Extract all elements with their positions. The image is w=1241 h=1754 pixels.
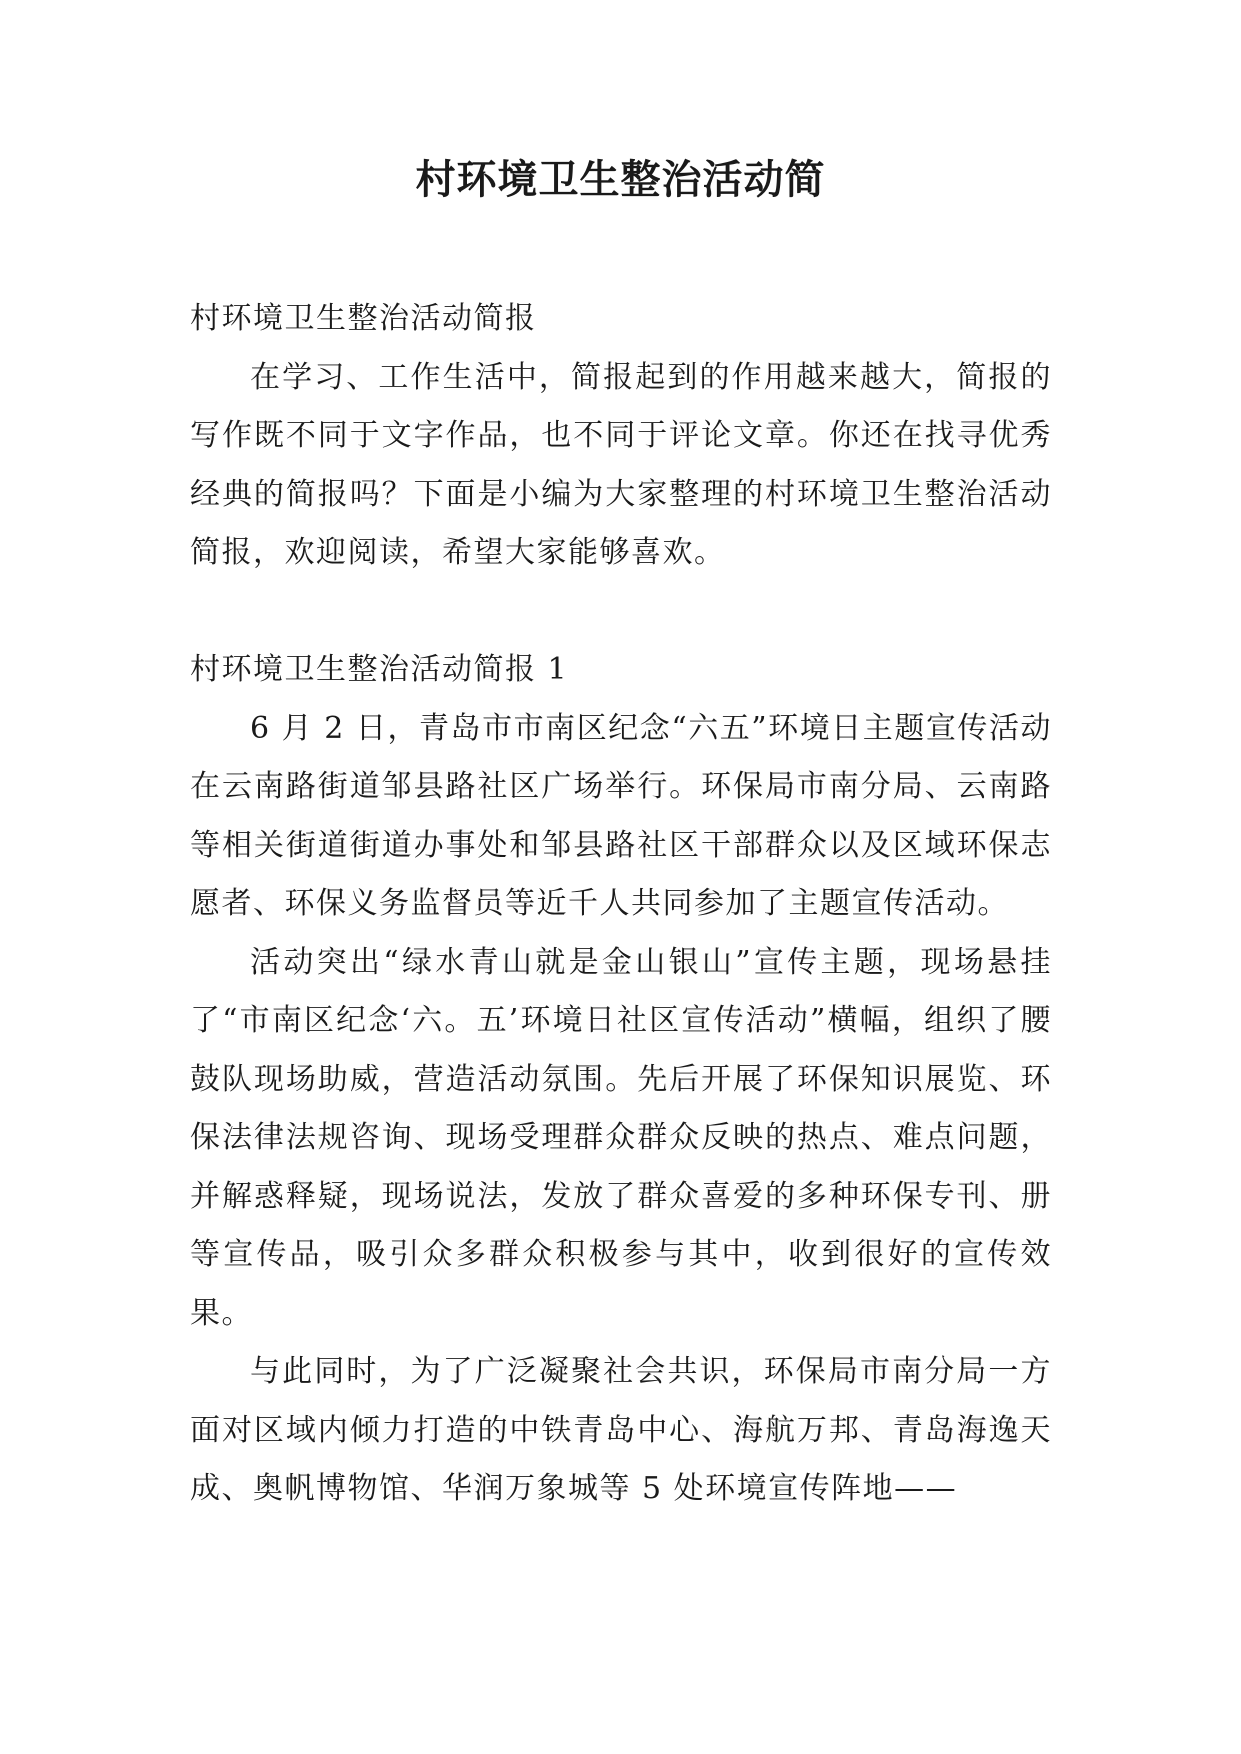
document-body	[190, 290, 1052, 1519]
intro-paragraph: 在学习、工作生活中，简报起到的作用越来越大，简报的写作既不同于文字作品，也不同于评论文章。你还在找寻优秀经典的简报吗？下面是小编为大家整理的村环境卫生整治活动简报，欢迎阅读，希望大家能够喜欢。	[190, 359, 1052, 570]
document-title: 村环境卫生整治活动简	[415, 156, 826, 203]
section-heading: 村环境卫生整治活动简报 1	[190, 652, 569, 687]
section-spacer	[190, 583, 1052, 642]
body-paragraph: 6 月 2 日，青岛市市南区纪念“六五”环境日主题宣传活动在云南路街道邹县路社区广场举行。环保局市南分局、云南路等相关街道街道办事处和邹县路社区干部群众以及区域环保志愿者、环保义务监督员等近千人共同参加了主题宣传活动。	[190, 710, 1052, 921]
section-heading: 村环境卫生整治活动简报	[190, 301, 537, 336]
body-paragraph: 活动突出“绿水青山就是金山银山”宣传主题，现场悬挂了“市南区纪念‘六。五’环境日社区宣传活动”横幅，组织了腰鼓队现场助威，营造活动氛围。先后开展了环保知识展览、环保法律法规咨询、现场受理群众群众反映的热点、难点问题，并解惑释疑，现场说法，发放了群众喜爱的多种环保专刊、册等宣传品，吸引众多群众积极参与其中，收到很好的宣传效果。	[190, 944, 1052, 1331]
body-paragraph: 与此同时，为了广泛凝聚社会共识，环保局市南分局一方面对区域内倾力打造的中铁青岛中心、海航万邦、青岛海逸天成、奥帆博物馆、华润万象城等 5 处环境宣传阵地——	[190, 1354, 1052, 1506]
